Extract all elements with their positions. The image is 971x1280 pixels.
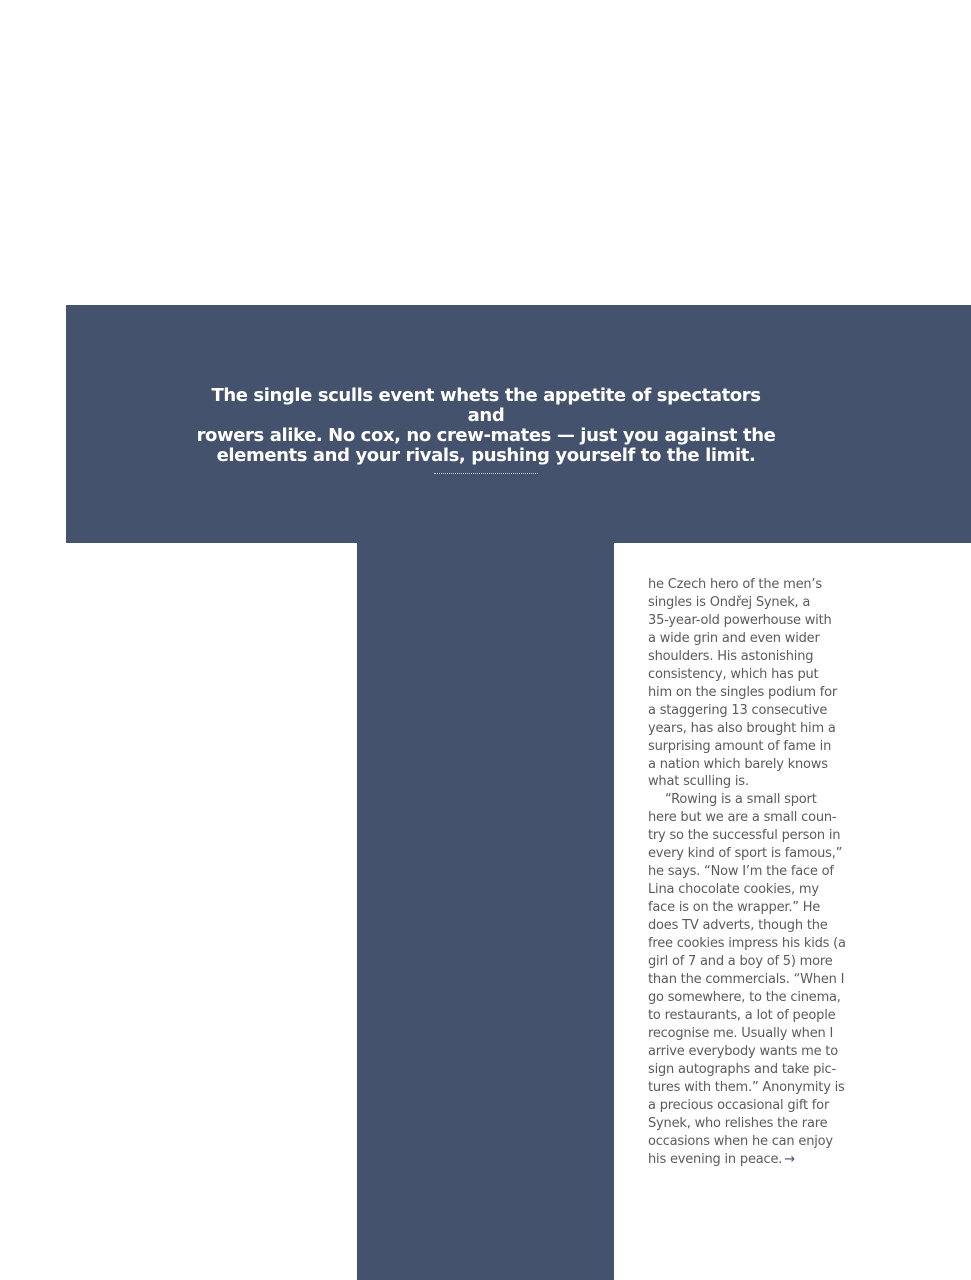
body-line: than the commercials. “When I	[648, 971, 845, 987]
body-line: to restaurants, a lot of people	[648, 1007, 836, 1023]
body-line: try so the successful person in	[648, 828, 841, 844]
body-line: girl of 7 and a boy of 5) more	[648, 954, 833, 970]
standfirst-line: The single sculls event whets the appetite of spectators and	[211, 385, 761, 426]
body-line: tures with them.” Anonymity is	[648, 1079, 845, 1095]
body-line: Synek, who relishes the rare	[648, 1115, 828, 1131]
body-line: recognise me. Usually when I	[648, 1025, 834, 1041]
body-line: sign autographs and take pic-	[648, 1061, 836, 1077]
body-line: shoulders. His astonishing	[648, 648, 814, 664]
body-line: surprising amount of fame in	[648, 738, 832, 754]
body-line: Lina chocolate cookies, my	[648, 882, 819, 898]
standfirst	[196, 386, 776, 466]
standfirst-line: rowers alike. No cox, no crew-mates — just you against the	[196, 425, 776, 446]
body-line: a staggering 13 consecutive	[648, 702, 828, 718]
body-line: go somewhere, to the cinema,	[648, 989, 841, 1005]
standfirst-line: elements and your rivals, pushing yourself to the limit.	[216, 445, 756, 466]
body-line: 35-year-old powerhouse with	[648, 612, 832, 628]
body-line: face is on the wrapper.” He	[648, 900, 821, 916]
arrow-right-icon: →	[784, 1151, 795, 1167]
body-line: a nation which barely knows	[648, 756, 828, 772]
body-line-last	[648, 1151, 854, 1169]
body-line: arrive everybody wants me to	[648, 1043, 838, 1059]
body-line: consistency, which has put	[648, 666, 819, 682]
body-line: occasions when he can enjoy	[648, 1133, 833, 1149]
body-line: he Czech hero of the men’s	[648, 577, 822, 592]
body-line: every kind of sport is famous,”	[648, 846, 843, 862]
dotted-divider	[434, 473, 538, 474]
drop-cap-t-stem	[357, 543, 614, 1280]
body-line: a precious occasional gift for	[648, 1097, 830, 1113]
body-line-text: his evening in peace.	[648, 1151, 783, 1167]
body-line: him on the singles podium for	[648, 684, 838, 700]
body-line: what sculling is.	[648, 774, 749, 790]
body-line: singles is Ondřej Synek, a	[648, 594, 811, 610]
body-line: he says. “Now I’m the face of	[648, 864, 834, 880]
body-line: does TV adverts, though the	[648, 918, 828, 934]
body-line: years, has also brought him a	[648, 720, 836, 736]
article-body	[648, 576, 854, 1168]
body-line: free cookies impress his kids (a	[648, 936, 846, 952]
body-line: “Rowing is a small sport	[665, 792, 817, 808]
body-line: a wide grin and even wider	[648, 630, 820, 646]
body-line: here but we are a small coun-	[648, 810, 837, 826]
